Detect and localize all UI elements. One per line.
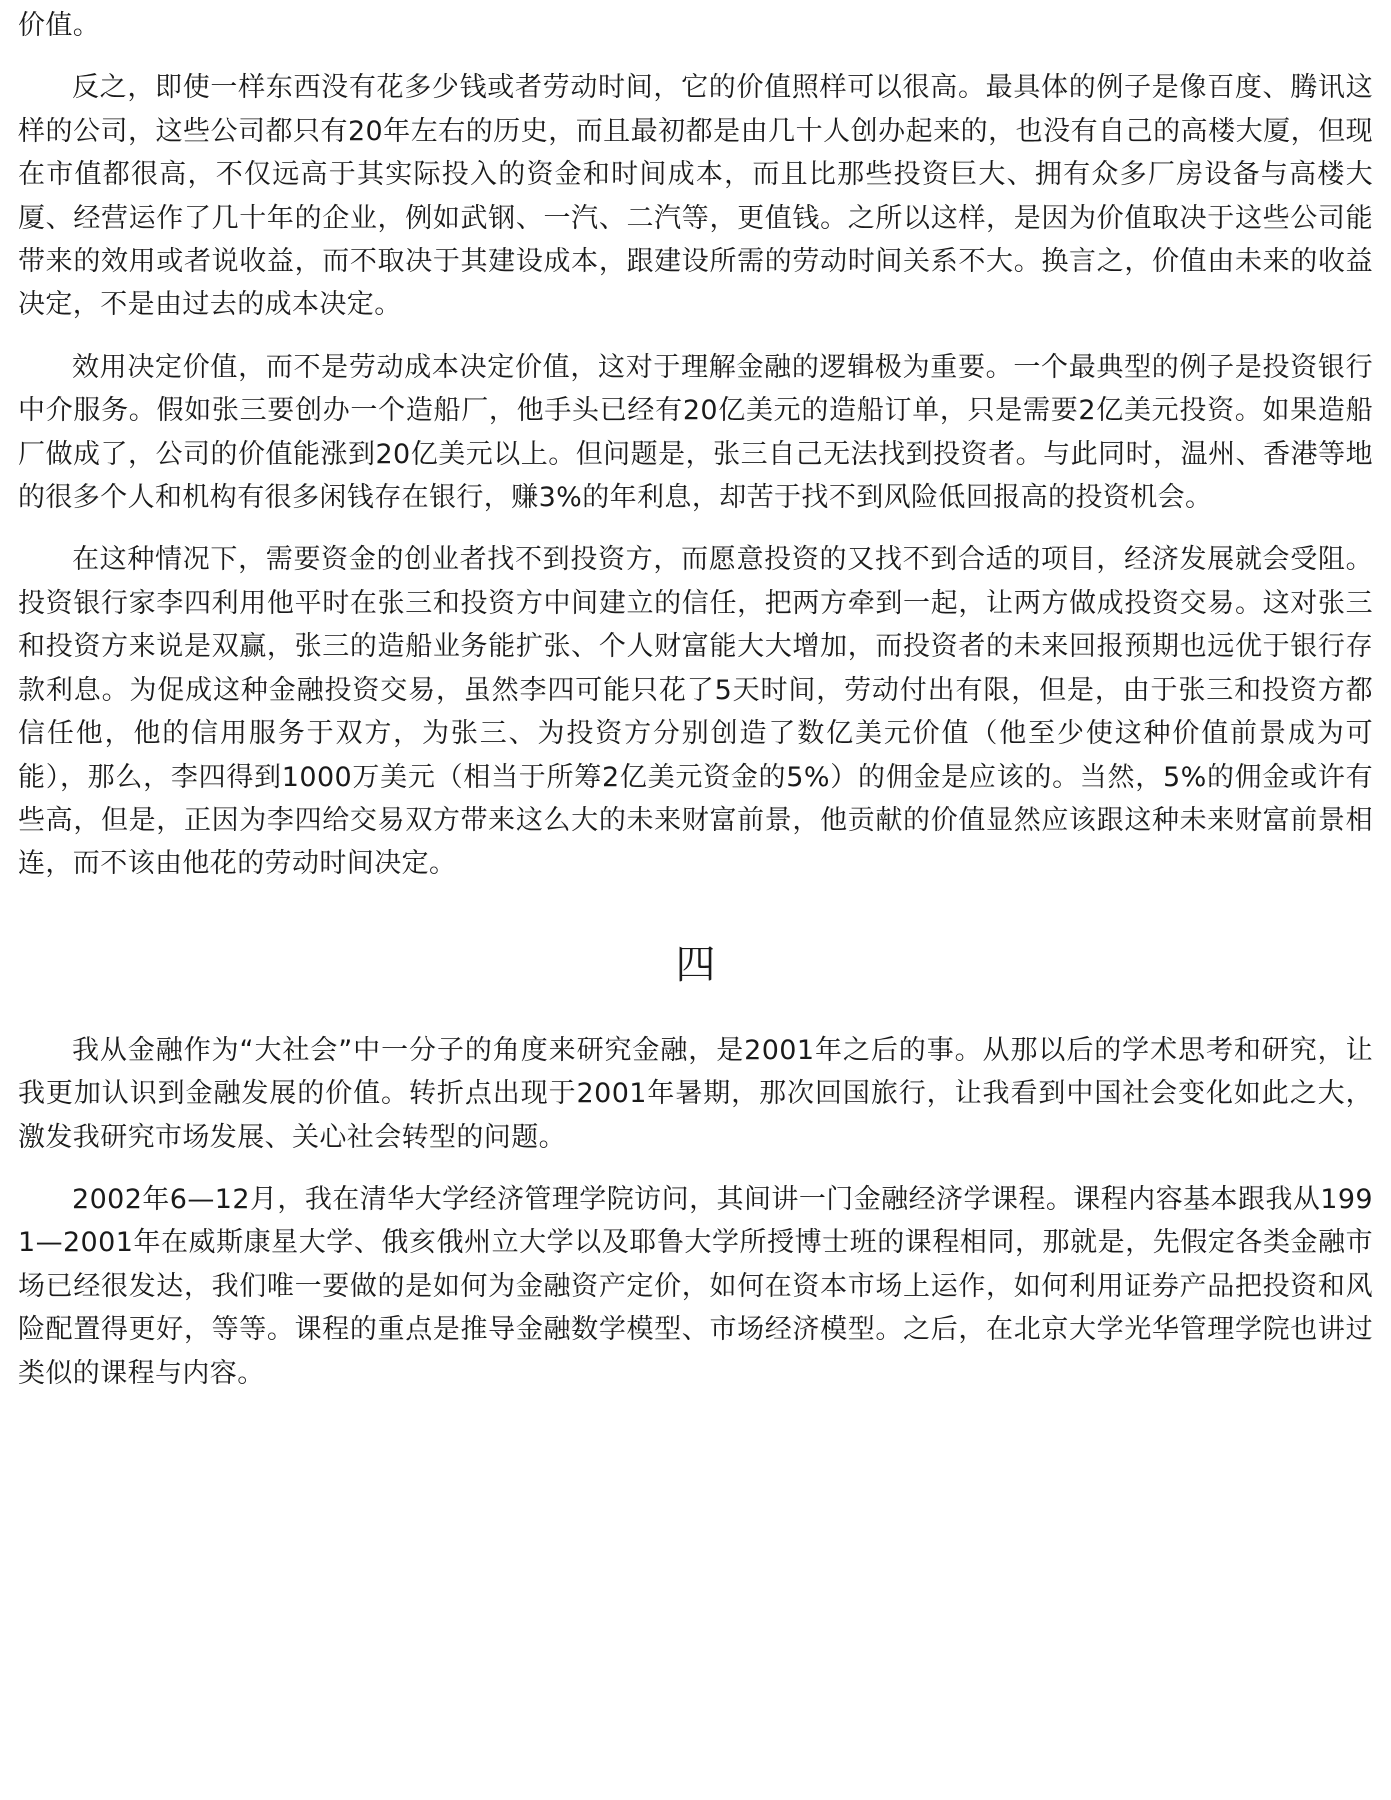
paragraph: 在这种情况下，需要资金的创业者找不到投资方，而愿意投资的又找不到合适的项目，经济发展就会受阻。投资银行家李四利用他平时在张三和投资方中间建立的信任，把两方牵到一起，让两方做成投资交易。这对张三和投资方来说是双赢，张三的造船业务能扩张、个人财富能大大增加，而投资者的未来回报预期也远优于银行存款利息。为促成这种金融投资交易，虽然李四可能只花了5天时间，劳动付出有限，但是，由于张三和投资方都信任他，他的信用服务于双方，为张三、为投资方分别创造了数亿美元价值（他至少使这种价值前景成为可能），那么，李四得到1000万美元（相当于所筹2亿美元资金的5%）的佣金是应该的。当然，5%的佣金或许有些高，但是，正因为李四给交易双方带来这么大的未来财富前景，他贡献的价值显然应该跟这种未来财富前景相连，而不该由他花的劳动时间决定。 bbox=[18, 544, 1373, 880]
paragraph: 我从金融作为“大社会”中一分子的角度来研究金融，是2001年之后的事。从那以后的学术思考和研究，让我更加认识到金融发展的价值。转折点出现于2001年暑期，那次回国旅行，让我看到中国社会变化如此之大，激发我研究市场发展、关心社会转型的问题。 bbox=[18, 1034, 1373, 1153]
paragraph: 效用决定价值，而不是劳动成本决定价值，这对于理解金融的逻辑极为重要。一个最典型的例子是投资银行中介服务。假如张三要创办一个造船厂，他手头已经有20亿美元的造船订单，只是需要2亿美元投资。如果造船厂做成了，公司的价值能涨到20亿美元以上。但问题是，张三自己无法找到投资者。与此同时，温州、香港等地的很多个人和机构有很多闲钱存在银行，赚3%的年利息，却苦于找不到风险低回报高的投资机会。 bbox=[18, 351, 1373, 514]
section-heading: 四 bbox=[675, 941, 716, 988]
paragraph: 2002年6—12月，我在清华大学经济管理学院访问，其间讲一门金融经济学课程。课程内容基本跟我从1991—2001年在威斯康星大学、俄亥俄州立大学以及耶鲁大学所授博士班的课程相同，那就是，先假定各类金融市场已经很发达，我们唯一要做的是如何为金融资产定价，如何在资本市场上运作，如何利用证券产品把投资和风险配置得更好，等等。课程的重点是推导金融数学模型、市场经济模型。之后，在北京大学光华管理学院也讲过类似的课程与内容。 bbox=[18, 1183, 1373, 1389]
paragraph-continuation: 价值。 bbox=[18, 10, 101, 41]
paragraph: 反之，即使一样东西没有花多少钱或者劳动时间，它的价值照样可以很高。最具体的例子是像百度、腾讯这样的公司，这些公司都只有20年左右的历史，而且最初都是由几十人创办起来的，也没有自己的高楼大厦，但现在市值都很高，不仅远高于其实际投入的资金和时间成本，而且比那些投资巨大、拥有众多厂房设备与高楼大厦、经营运作了几十年的企业，例如武钢、一汽、二汽等，更值钱。之所以这样，是因为价值取决于这些公司能带来的效用或者说收益，而不取决于其建设成本，跟建设所需的劳动时间关系不大。换言之，价值由未来的收益决定，不是由过去的成本决定。 bbox=[18, 72, 1373, 321]
